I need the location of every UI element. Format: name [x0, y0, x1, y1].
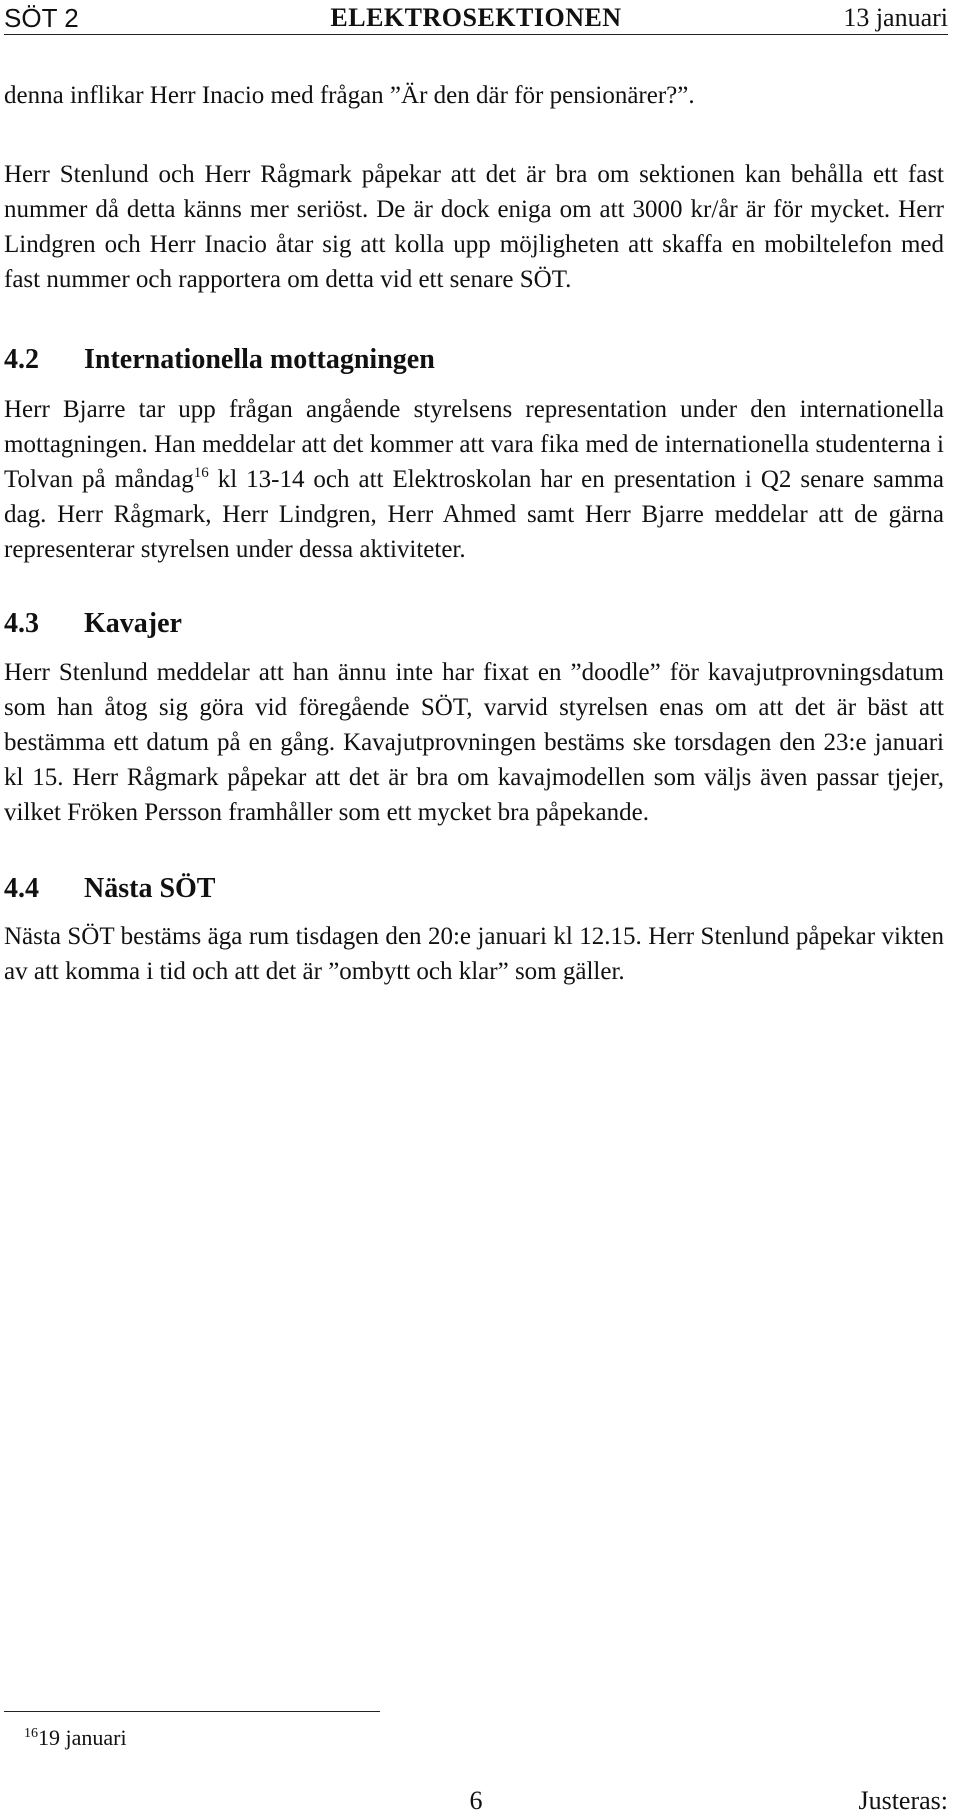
section-number: 4.4 — [4, 873, 39, 904]
phone-paragraph: Herr Stenlund och Herr Rågmark påpekar att det är bra om sektionen kan behålla ett fast nummer då detta känns mer seriöst. De är dock eniga om att 3000 kr/år är för mycket. Herr Lindgren och Herr Inacio åtar sig att kolla upp möjligheten att skaffa en mobiltelefon med fast nummer och rapportera om detta vid ett senare SÖT. — [4, 161, 944, 293]
justeras-label: Justeras: — [858, 1786, 948, 1815]
header-date: 13 januari — [843, 3, 948, 32]
page-number: 6 — [469, 1786, 483, 1815]
header-organization: ELEKTROSEKTIONEN — [330, 3, 622, 32]
section-4-2-text-start: Herr Bjarre tar upp frågan angående styrelsens representation under den internationella mottagningen. Han meddelar att det kommer att vara fika med de internationella studenterna i Tolvan på måndag — [4, 396, 944, 493]
section-title: Kavajer — [84, 608, 182, 639]
section-heading-4-2 — [4, 342, 435, 378]
section-4-4-paragraph: Nästa SÖT bestäms äga rum tisdagen den 20:e januari kl 12.15. Herr Stenlund påpekar vikten av att komma i tid och att det är ”ombytt och klar” som gäller. — [4, 923, 944, 985]
footnote-mark: 16 — [24, 1726, 38, 1741]
intro-paragraph: denna inflikar Herr Inacio med frågan ”Är den där för pensionärer?”. — [4, 82, 695, 109]
footnote-reference: 16 — [193, 465, 209, 481]
section-heading-4-4 — [4, 871, 215, 907]
footnote-rule — [4, 1711, 380, 1712]
section-heading-4-3 — [4, 606, 182, 642]
section-title: Internationella mottagningen — [84, 344, 435, 375]
section-title: Nästa SÖT — [84, 873, 216, 904]
header-meeting-label: SÖT 2 — [4, 3, 79, 33]
section-4-2-text-end: kl 13-14 och att Elektroskolan har en presentation i Q2 senare samma dag. Herr Rågmark, Herr Lindgren, Herr Ahmed samt Herr Bjarre meddelar att de gärna representerar styrelsen under dessa aktiviteter. — [4, 466, 944, 563]
footnote-text: 19 januari — [38, 1725, 127, 1750]
section-4-2-paragraph — [4, 392, 944, 567]
footnote — [24, 1724, 127, 1752]
section-number: 4.3 — [4, 608, 39, 639]
running-header — [4, 2, 948, 35]
section-4-3-paragraph: Herr Stenlund meddelar att han ännu inte har fixat en ”doodle” för kavajutprovningsdatum som han åtog sig göra vid föregående SÖT, varvid styrelsen enas om att det är bäst att bestämma ett datum på en gång. Kavajutprovningen bestäms ske torsdagen den 23:e januari kl 15. Herr Rågmark påpekar att det är bra om kavajmodellen som väljs även passar tjejer, vilket Fröken Persson framhåller som ett mycket bra påpekande. — [4, 659, 944, 826]
page-footer — [4, 1786, 948, 1819]
section-number: 4.2 — [4, 344, 39, 375]
